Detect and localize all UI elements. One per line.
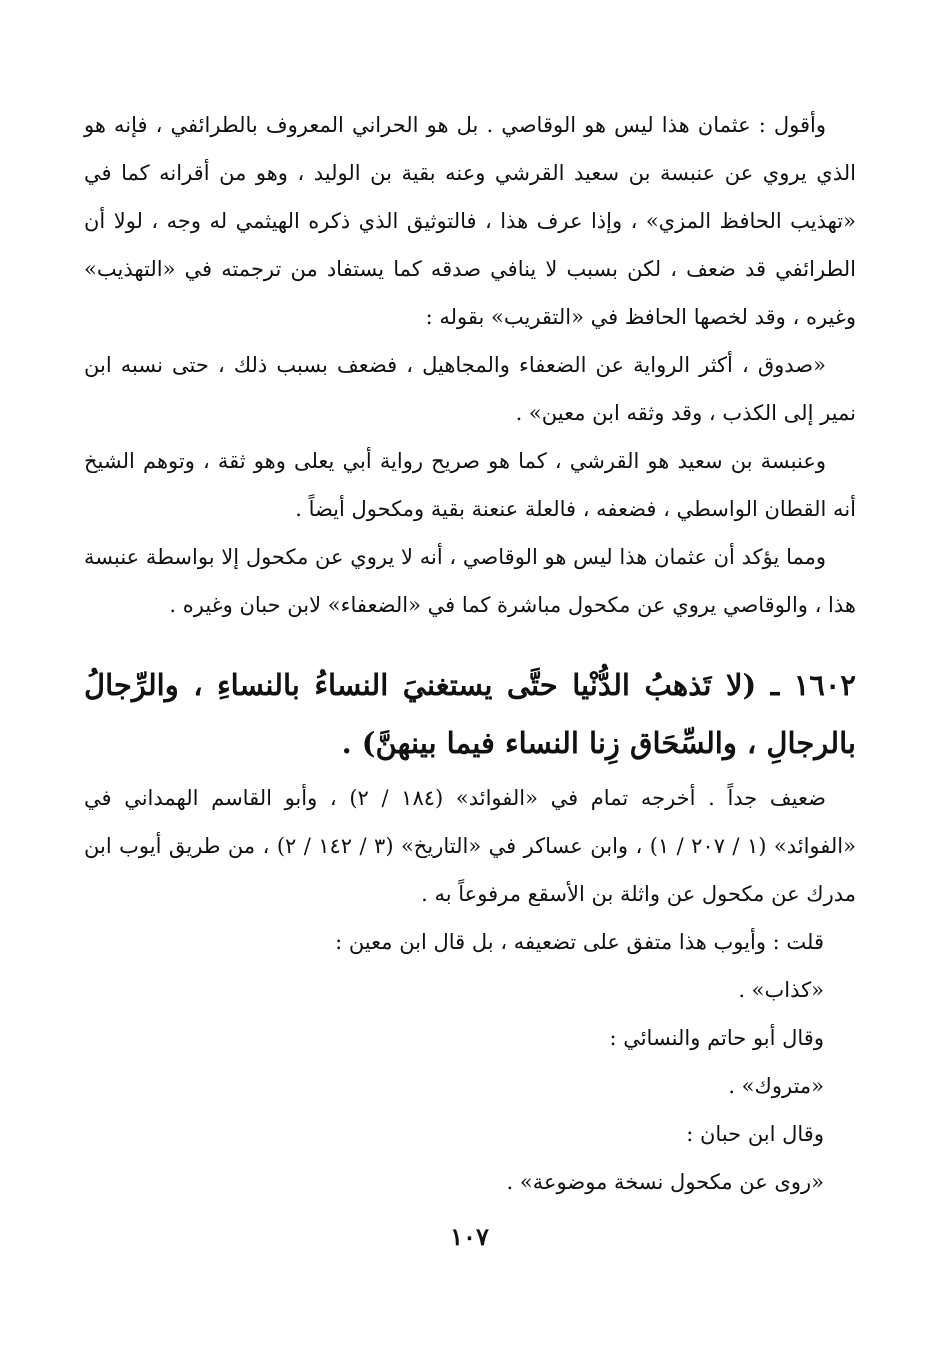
paragraph-3-text: ومما يؤكد أن عثمان هذا ليس هو الوقاصي ، أنه لا يروي عن مكحول إلا بواسطة عنبسة هذا ، والوقاصي يروي عن مكحول مباشرة كما في «الضعفاء» لابن حبان وغيره . bbox=[84, 545, 856, 617]
quote-taqrib bbox=[84, 341, 856, 437]
grading-paragraph-text: ضعيف جداً . أخرجه تمام في «الفوائد» (١٨٤ / ٢) ، وأبو القاسم الهمداني في «الفوائد» (١ / ٢٠٧ / ١) ، وابن عساكر في «التاريخ» (٣ / ١٤٢ / ٢) ، من طريق أيوب ابن مدرك عن مكحول عن واثلة بن الأسقع مرفوعاً به . bbox=[84, 786, 856, 906]
paragraph-1-text: وأقول : عثمان هذا ليس هو الوقاصي . بل هو الحراني المعروف بالطرائفي ، فإنه هو الذي يروي عن عنبسة بن سعيد القرشي وعنه بقية بن الوليد ، وهو من أقرانه كما في «تهذيب الحافظ المزي» ، وإذا عرف هذا ، فالتوثيق الذي ذكره الهيثمي له وجه ، لولا أن الطرائفي قد ضعف ، لكن بسبب لا ينافي صدقه كما يستفاد من ترجمته في «التهذيب» وغيره ، وقد لخصها الحافظ في «التقريب» بقوله : bbox=[84, 113, 856, 329]
hadith-heading bbox=[84, 656, 856, 772]
hadith-title: ١٦٠٢ ـ (لا تَذهبُ الدُّنْيا حتَّى يستغنيَ النساءُ بالنساءِ ، والرِّجالُ بالرجالِ ، والسِّحَاق زِنا النساء فيما بينهنَّ) . bbox=[84, 668, 856, 760]
critique-line-2: «كذاب» . bbox=[738, 978, 824, 1002]
paragraph-3 bbox=[84, 533, 856, 629]
critique-line-5: وقال ابن حبان : bbox=[686, 1122, 824, 1146]
paragraph-2 bbox=[84, 437, 856, 533]
grading-paragraph bbox=[84, 774, 856, 918]
grading-section bbox=[84, 774, 856, 918]
paragraph-1 bbox=[84, 101, 856, 341]
page-number: ١٠٧ bbox=[450, 1222, 489, 1251]
quote-taqrib-text: «صدوق ، أكثر الرواية عن الضعفاء والمجاهيل ، فضعف بسبب ذلك ، حتى نسبه ابن نمير إلى الكذب ، وقد وثقه ابن معين» . bbox=[84, 353, 856, 425]
paragraph-2-text: وعنبسة بن سعيد هو القرشي ، كما هو صريح رواية أبي يعلى وهو ثقة ، وتوهم الشيخ أنه القطان الواسطي ، فضعفه ، فالعلة عنعنة بقية ومكحول أيضاً . bbox=[84, 449, 856, 521]
commentary-section bbox=[84, 101, 856, 629]
narrator-critique bbox=[84, 918, 856, 1206]
critique-line-1: قلت : وأيوب هذا متفق على تضعيفه ، بل قال ابن معين : bbox=[335, 930, 824, 954]
critique-line-6: «روى عن مكحول نسخة موضوعة» . bbox=[506, 1170, 824, 1194]
critique-line-4: «متروك» . bbox=[728, 1074, 824, 1098]
critique-line-3: وقال أبو حاتم والنسائي : bbox=[609, 1026, 824, 1050]
